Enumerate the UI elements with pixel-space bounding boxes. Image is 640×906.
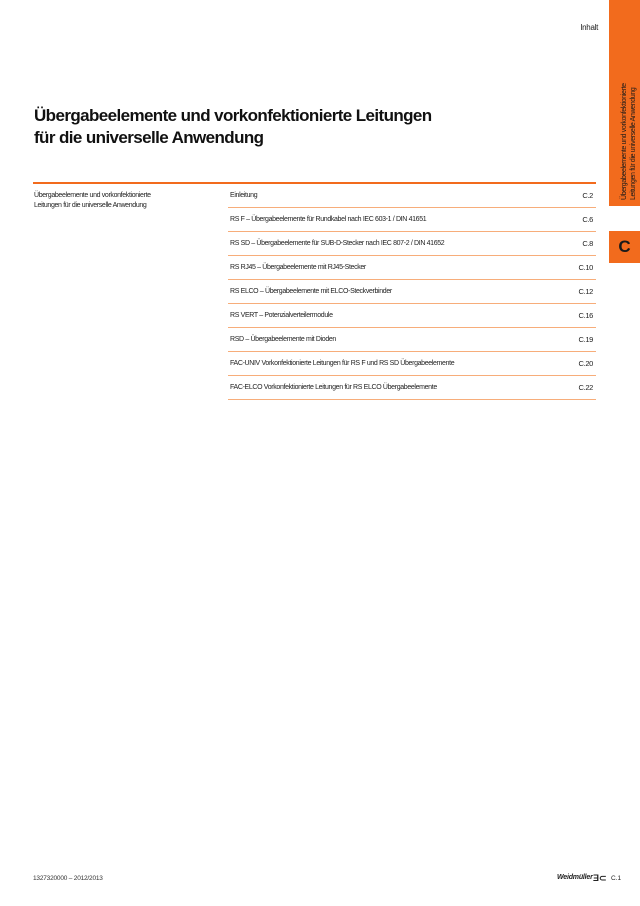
toc-page: C.10 [578, 263, 593, 272]
toc-label: RSD – Übergabeelemente mit Dioden [230, 336, 336, 343]
brand-logo-icon: Ǝ⊂ [593, 873, 607, 883]
toc-label: FAC-UNIV Vorkonfektionierte Leitungen für RS F und RS SD Übergabeelemente [230, 360, 455, 367]
toc-row-einleitung[interactable] [228, 184, 596, 208]
toc-row-fac-elco[interactable] [228, 376, 596, 400]
page-title [34, 105, 554, 149]
section-label [34, 191, 219, 210]
toc-page: C.12 [578, 287, 593, 296]
page-title-line-2: für die universelle Anwendung [34, 128, 264, 147]
section-label-line-1: Übergabeelemente und vorkonfektionierte [34, 192, 151, 199]
chapter-letter-tab[interactable]: C [609, 231, 640, 263]
toc-row-rs-elco[interactable] [228, 280, 596, 304]
toc-row-rs-vert[interactable] [228, 304, 596, 328]
page-number: C.1 [611, 875, 622, 882]
toc-page: C.22 [578, 383, 593, 392]
toc-page: C.19 [578, 335, 593, 344]
toc-row-fac-univ[interactable] [228, 352, 596, 376]
toc-row-rs-sd[interactable] [228, 232, 596, 256]
side-tab-line-1: Übergabeelemente und vorkonfektionierte [621, 83, 628, 200]
section-label-line-2: Leitungen für die universelle Anwendung [34, 201, 147, 209]
toc-row-rsd[interactable] [228, 328, 596, 352]
side-tab-text [620, 0, 638, 200]
toc-label: Einleitung [230, 192, 258, 199]
toc-row-rs-rj45[interactable] [228, 256, 596, 280]
header-section-label: Inhalt [580, 23, 598, 32]
toc-label: RS VERT – Potenzialverteilermodule [230, 312, 333, 319]
table-of-contents [228, 184, 596, 400]
toc-label: RS F – Übergabeelemente für Rundkabel nach IEC 603-1 / DIN 41651 [230, 216, 427, 223]
toc-page: C.8 [582, 239, 593, 248]
toc-page: C.2 [582, 191, 593, 200]
toc-page: C.16 [578, 311, 593, 320]
toc-label: RS ELCO – Übergabeelemente mit ELCO-Steckverbinder [230, 288, 392, 295]
toc-row-rs-f[interactable] [228, 208, 596, 232]
toc-label: FAC-ELCO Vorkonfektionierte Leitungen für RS ELCO Übergabeelemente [230, 384, 437, 391]
brand-logo-text: Weidmüller [557, 874, 593, 881]
side-chapter-tab [609, 0, 640, 206]
side-tab-line-2: Leitungen für die universelle Anwendung [630, 87, 637, 200]
toc-label: RS RJ45 – Übergabeelemente mit RJ45-Stecker [230, 264, 366, 271]
catalog-reference: 1327320000 – 2012/2013 [33, 875, 103, 882]
toc-label: RS SD – Übergabeelemente für SUB-D-Stecker nach IEC 807-2 / DIN 41652 [230, 240, 445, 247]
toc-page: C.20 [578, 359, 593, 368]
toc-page: C.6 [582, 215, 593, 224]
page-title-line-1: Übergabeelemente und vorkonfektionierte Leitungen [34, 106, 432, 125]
